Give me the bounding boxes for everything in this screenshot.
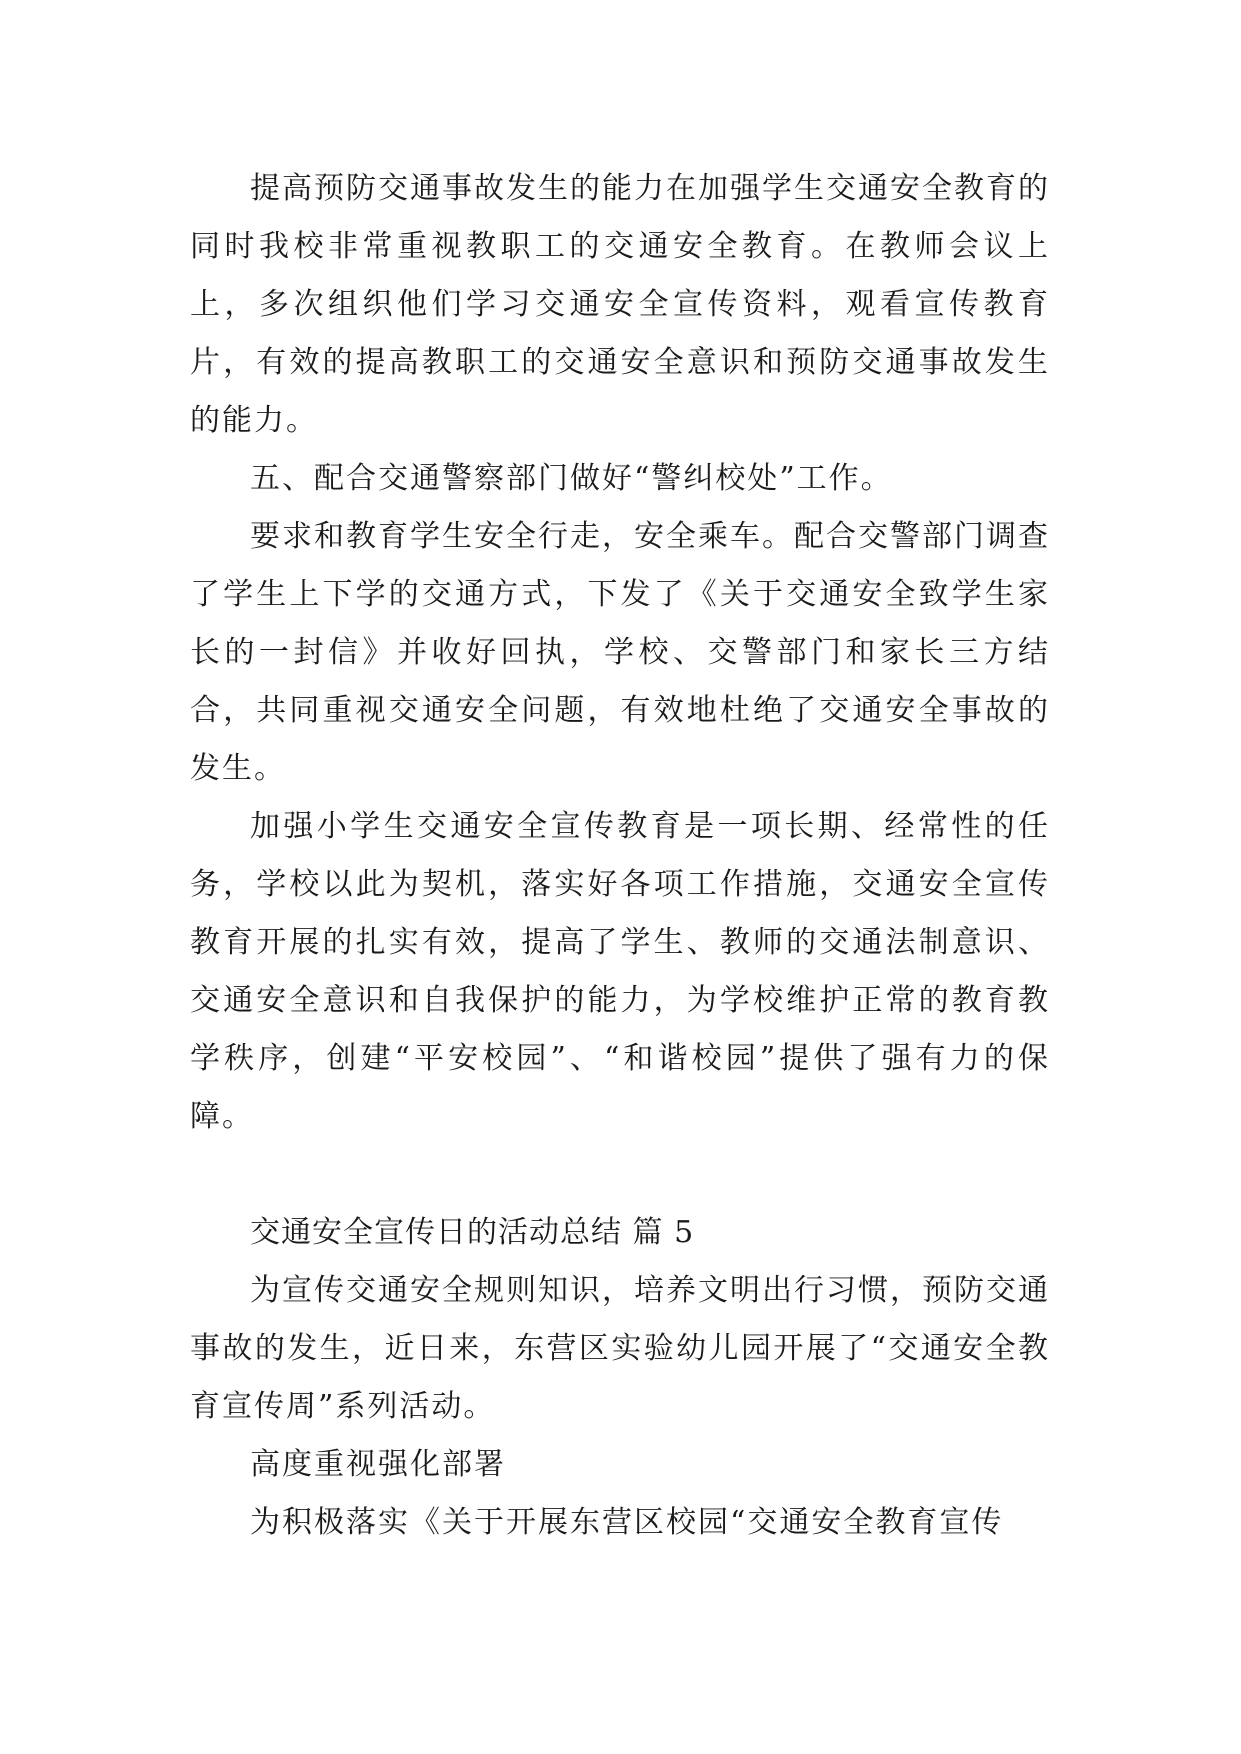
section-title: 交通安全宣传日的活动总结 篇 5: [250, 1215, 695, 1250]
paragraph-implementation: 为积极落实《关于开展东营区校园“交通安全教育宣传: [250, 1505, 1004, 1540]
section-spacer: [190, 1146, 1050, 1204]
document-body: [190, 160, 1050, 1552]
paragraph-teacher-safety-education: 提高预防交通事故发生的能力在加强学生交通安全教育的同时我校非常重视教职工的交通安全教育。在教师会议上上，多次组织他们学习交通安全宣传资料，观看宣传教育片，有效的提高教职工的交通安全意识和预防交通事故发生的能力。: [190, 171, 1050, 438]
paragraph-conclusion: 加强小学生交通安全宣传教育是一项长期、经常性的任务，学校以此为契机，落实好各项工作措施，交通安全宣传教育开展的扎实有效，提高了学生、教师的交通法制意识、交通安全意识和自我保护的能力，为学校维护正常的教育教学秩序，创建“平安校园”、“和谐校园”提供了强有力的保障。: [190, 809, 1050, 1134]
paragraph-subheading: 高度重视强化部署: [250, 1447, 506, 1482]
paragraph-kindergarten-intro: 为宣传交通安全规则知识，培养文明出行习惯，预防交通事故的发生，近日来，东营区实验幼儿园开展了“交通安全教育宣传周”系列活动。: [190, 1273, 1050, 1424]
paragraph-section-five-heading: 五、配合交通警察部门做好“警纠校处”工作。: [250, 461, 893, 496]
paragraph-traffic-police-cooperation: 要求和教育学生安全行走，安全乘车。配合交警部门调查了学生上下学的交通方式，下发了《关于交通安全致学生家长的一封信》并收好回执，学校、交警部门和家长三方结合，共同重视交通安全问题，有效地杜绝了交通安全事故的发生。: [190, 519, 1050, 786]
